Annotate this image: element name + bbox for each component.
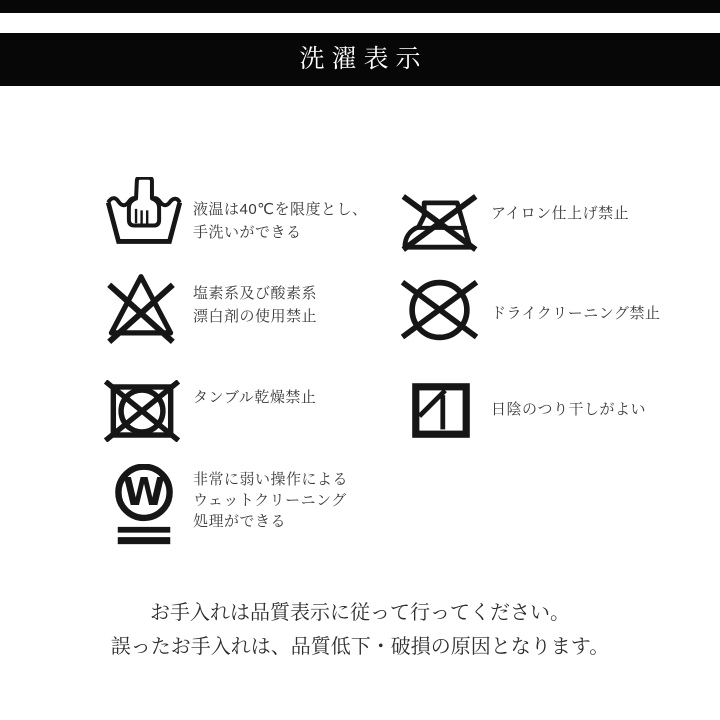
no-tumble-dry-label: タンブル乾燥禁止 xyxy=(193,389,317,406)
shade-line-dry-label: 日陰のつり干しがよい xyxy=(491,401,647,418)
no-tumble-dry-icon xyxy=(103,380,181,442)
top-black-strip xyxy=(0,0,720,13)
gentle-wet-clean-label: 非常に弱い操作による ウェットクリーニング 処理ができる xyxy=(193,471,349,530)
footer-note-line1: お手入れは品質表示に従って行ってください。 xyxy=(150,602,570,624)
no-iron-icon xyxy=(399,190,480,252)
no-dry-clean-icon xyxy=(399,279,480,341)
header-bar xyxy=(0,33,720,86)
no-dry-clean-label: ドライクリーニング禁止 xyxy=(491,305,661,322)
footer-note-line2: 誤ったお手入れは、品質低下・破損の原因となります。 xyxy=(110,636,610,658)
wet-clean-letter: W xyxy=(122,470,166,516)
hand-wash-icon xyxy=(104,177,184,247)
no-bleach-label: 塩素系及び酸素系 漂白剤の使用禁止 xyxy=(193,285,318,325)
no-bleach-icon xyxy=(104,270,178,344)
no-iron-label: アイロン仕上げ禁止 xyxy=(491,205,630,222)
page-title: 洗濯表示 xyxy=(299,45,428,73)
hand-wash-label: 液温は40℃を限度とし、 手洗いができる xyxy=(193,201,368,241)
shade-line-dry-icon xyxy=(411,382,471,439)
gentle-wet-clean-icon xyxy=(112,464,176,552)
